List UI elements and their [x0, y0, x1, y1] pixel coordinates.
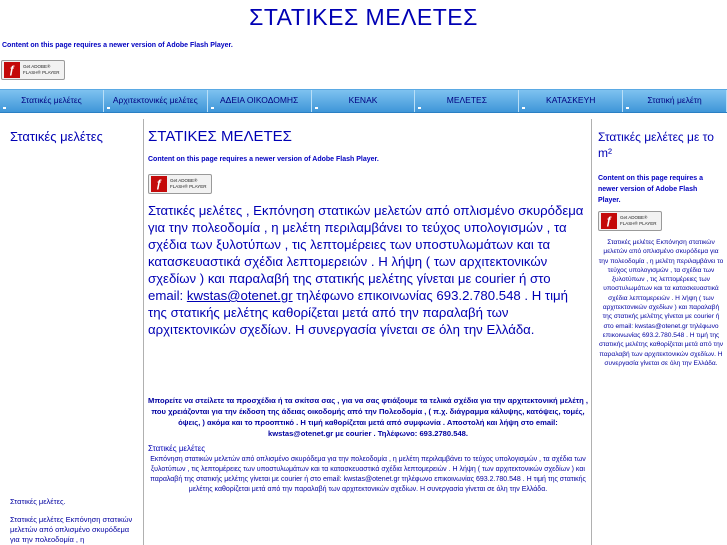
nav-item-building-permit[interactable]: ΑΔΕΙΑ ΟΙΚΟΔΟΜΗΣ: [208, 90, 312, 112]
main-description-text-2: τηλέφωνο επικοινωνίας 693.2.780.548 . Η τιμή της στατικής μελέτης καθορίζεται μετά από την παραλαβή των αρχιτεκτονικών σχεδίων. Η συνεργασία γίνεται σε όλη την Ελλάδα.: [148, 288, 568, 337]
right-small-text: Στατικές μελέτες Εκπόνηση στατικών μελετών από οπλισμένο σκυρόδεμα για την πολεοδομία , η μελέτη περιλαμβάνει το τεύχος υπολογισμών , τα σχέδια των ξυλοτύπων , τις λεπτομέρειες των υποστυλωμάτων και τα κατασκευαστικά σχέδια λεπτομερειών . Η λήψη ( των αρχιτεκτονικών σχεδίων ) και παραλαβή της στατικής μελέτης γίνεται με courier ή στο email: kwstas@otenet.gr τηλέφωνο επικοινωνίας 693.2.780.548 . Η τιμή της στατικής μελέτης καθορίζεται μετά από την παραλαβή των αρχιτεκτονικών σχεδίων. Η συνεργασία γίνεται σε όλη την Ελλάδα.: [598, 239, 724, 367]
email-link[interactable]: kwstas@otenet.gr: [186, 288, 293, 303]
left-heading: Στατικές μελέτες: [10, 129, 103, 144]
get-flash-button-top[interactable]: [1, 60, 65, 80]
nav-item-kenak[interactable]: ΚΕΝΑΚ: [312, 90, 416, 112]
architectural-offer-text: Μπορείτε να στείλετε τα προσχέδια ή τα σκίτσα σας , για να σας φτιάξουμε τα τελικά σχέδια για την αρχιτεκτονική μελέτη , που χρειάζονται για την έκδοση της άδειας οικοδομής από την Πολεοδομία , ( π.χ. διάγραμμα κάλυψης, κατόψεις, τομές, όψεις, ) ακόμα και το προοπτικό . Η τιμή καθορίζεται μετά από συμφωνία . Αποστολή και λήψη στο email: kwstas@otenet.gr με courier . Τηλέφωνο: 693.2780.548.: [148, 396, 588, 438]
flash-logo-icon: ƒ: [601, 213, 617, 229]
main-column: [143, 119, 592, 545]
main-description: [148, 202, 588, 338]
nav-item-construction[interactable]: ΚΑΤΑΣΚΕΥΗ: [519, 90, 623, 112]
flash-notice-top: Content on this page requires a newer version of Adobe Flash Player.: [2, 42, 233, 49]
right-column: [593, 119, 727, 545]
flash-badge-line2: FLASH® PLAYER: [23, 70, 60, 75]
flash-notice-main: Content on this page requires a newer version of Adobe Flash Player.: [148, 156, 379, 163]
get-flash-button-main[interactable]: [148, 174, 212, 194]
nav-item-static[interactable]: Στατικές μελέτες: [0, 90, 104, 112]
get-flash-button-right[interactable]: [598, 211, 662, 231]
flash-notice-right: Content on this page requires a newer version of Adobe Flash Player.: [598, 175, 704, 204]
flash-badge-line1: Get ADOBE®: [620, 215, 648, 220]
main-small-text: Εκπόνηση στατικών μελετών από οπλισμένο σκυρόδεμα για την πολεοδομία , η μελέτη περιλαμβάνει το τεύχος υπολογισμών , τα σχέδια των ξυλοτύπων , τις λεπτομέρειες των υποστυλωμάτων και τα κατασκευαστικά σχέδια λεπτομερειών . Η λήψη ( των αρχιτεκτονικών σχεδίων ) και παραλαβή της στατικής μελέτης γίνεται με courier ή στο email: kwstas@otenet.gr τηλέφωνο επικοινωνίας 693.2.780.548 . Η τιμή της στατικής μελέτης καθορίζεται μετά από την παραλαβή των αρχιτεκτονικών σχεδίων. Η συνεργασία γίνεται σε όλη την Ελλάδα.: [150, 456, 586, 493]
left-text-1: Στατικές μελέτες.: [10, 497, 66, 506]
flash-logo-icon: ƒ: [4, 62, 20, 78]
flash-badge-line1: Get ADOBE®: [170, 178, 198, 183]
flash-badge-line2: FLASH® PLAYER: [170, 184, 207, 189]
nav-item-static-study[interactable]: Στατική μελέτη: [623, 90, 727, 112]
flash-logo-icon: ƒ: [151, 176, 167, 192]
main-description-text: Στατικές μελέτες , Εκπόνηση στατικών μελετών από οπλισμένο σκυρόδεμα για την πολεοδομία , η μελέτη περιλαμβάνει το τεύχος υπολογισμών , τα σχέδια των ξυλοτύπων , τις λεπτομέρειες των υποστυλωμάτων και τα κατασκευαστικά σχέδια λεπτομερειών . Η λήψη ( των αρχιτεκτονικών σχεδίων ) και παραλαβή της στατικής μελέτης γίνεται με courier ή στο email:: [148, 203, 584, 303]
left-column: [0, 119, 140, 545]
nav-item-architectural[interactable]: Αρχιτεκτονικές μελέτες: [104, 90, 208, 112]
left-text-2: Στατικές μελέτες Εκπόνηση στατικών μελετών από οπλισμένο σκυρόδεμα για την πολεοδομία , η: [10, 515, 133, 544]
right-heading: Στατικές μελέτες με το m²: [598, 130, 714, 160]
flash-badge-line1: Get ADOBE®: [23, 64, 51, 69]
nav-item-studies[interactable]: ΜΕΛΕΤΕΣ: [415, 90, 519, 112]
main-subheading: Στατικές μελέτες: [148, 444, 206, 453]
main-heading: ΣΤΑΤΙΚΕΣ ΜΕΛΕΤΕΣ: [148, 128, 292, 145]
page-title: ΣΤΑΤΙΚΕΣ ΜΕΛΕΤΕΣ: [249, 4, 478, 30]
main-nav: [0, 89, 727, 113]
flash-badge-line2: FLASH® PLAYER: [620, 221, 657, 226]
